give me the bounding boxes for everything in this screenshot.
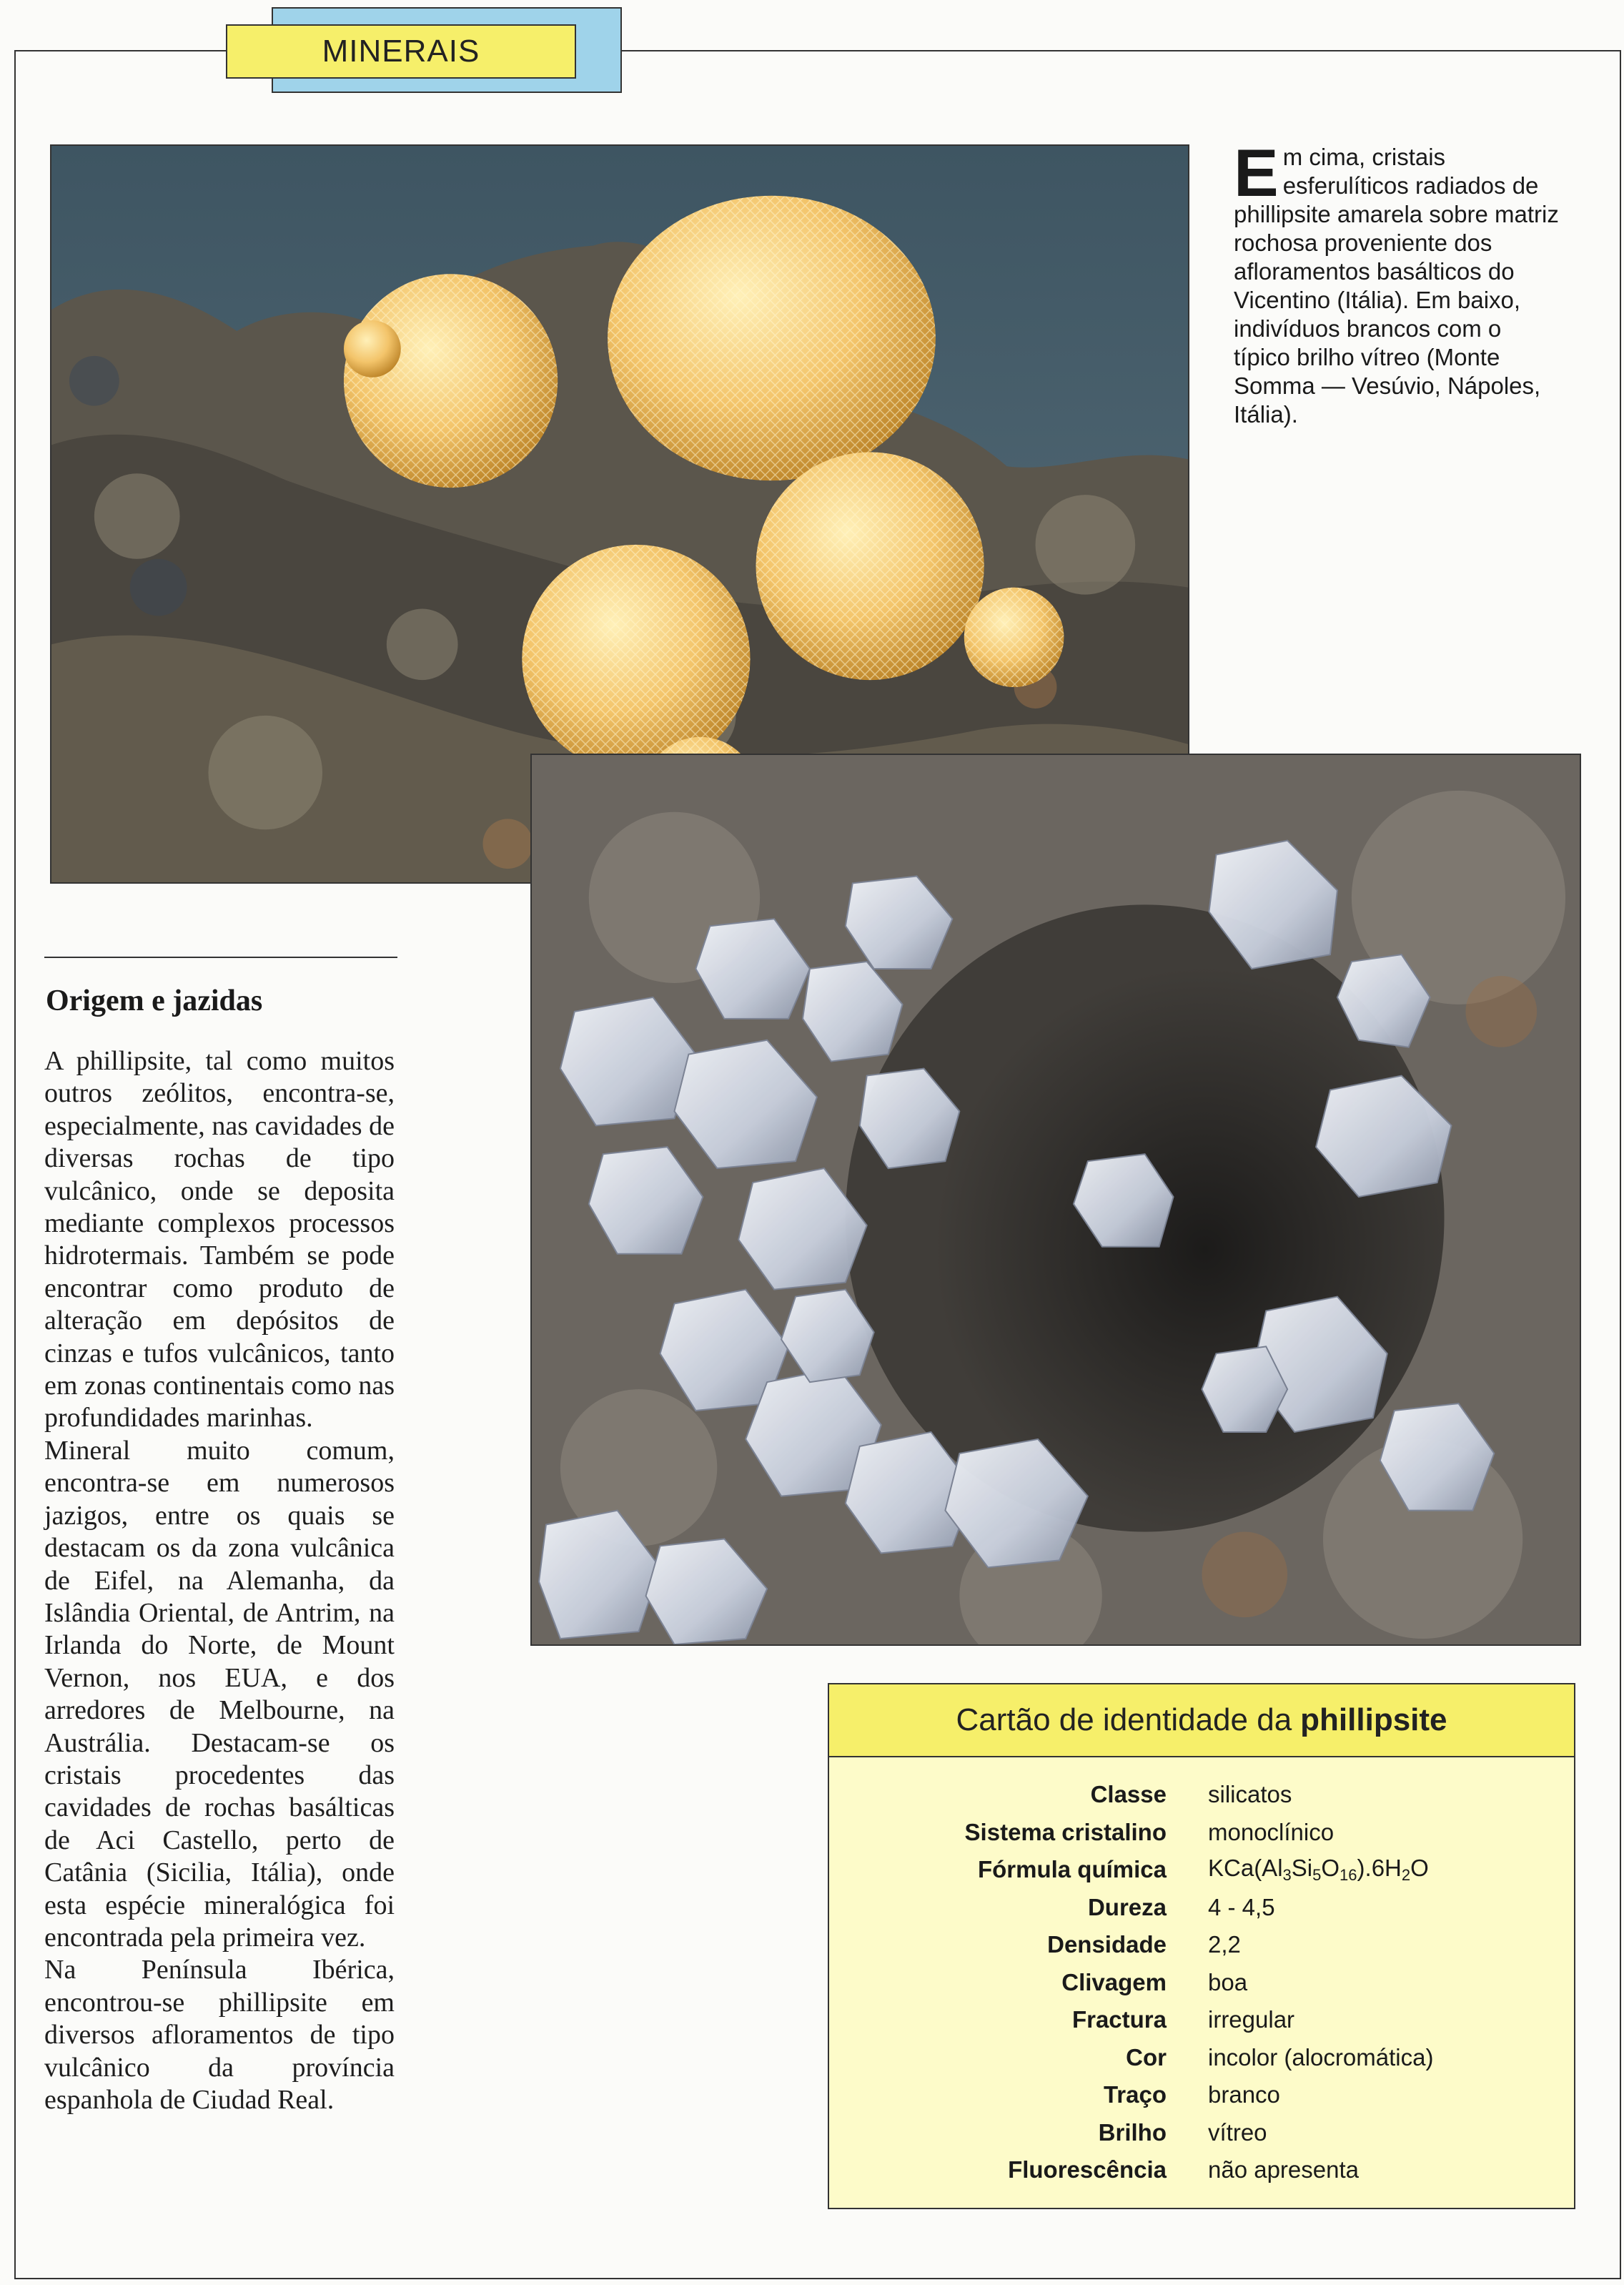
- photo-caption: [1234, 135, 1564, 429]
- card-row: [829, 1889, 1574, 1927]
- card-row-value: branco: [1208, 2081, 1280, 2108]
- card-row: [829, 1814, 1574, 1852]
- card-row-label: Brilho: [1098, 2118, 1167, 2146]
- card-rows: [829, 1776, 1574, 2189]
- card-row: [829, 2001, 1574, 2039]
- card-row-value: boa: [1208, 1968, 1248, 1995]
- card-row-value: irregular: [1208, 2006, 1295, 2033]
- card-row-label: Fluorescência: [1008, 2156, 1167, 2183]
- card-row: [829, 2039, 1574, 2077]
- card-row-label: Dureza: [1087, 1893, 1167, 1920]
- card-row-label: Clivagem: [1061, 1968, 1167, 1995]
- card-row-value: vítreo: [1208, 2118, 1267, 2146]
- article-paragraph: A phillipsite, tal como muitos outros zeólitos, encontra-se, especialmente, nas cavidades de diversas rochas de tipo vulcânico, onde se deposita mediante complexos processos hidrotermais. Também se pode encontrar como produto de alteração em depósitos de cinzas e tufos vulcânicos, tanto em zonas continentais como nas profundidades marinhas.: [44, 1046, 395, 1433]
- card-row-value: 4 - 4,5: [1208, 1893, 1275, 1920]
- card-row: [829, 1964, 1574, 2002]
- identity-card: [828, 1683, 1575, 2209]
- article-heading: Origem e jazidas: [46, 984, 263, 1017]
- heading-rule: [44, 957, 397, 958]
- card-row: [829, 1926, 1574, 1964]
- card-row-value: silicatos: [1208, 1781, 1292, 1808]
- article-paragraph: Na Península Ibérica, encontrou-se phillipsite em diversos afloramentos de tipo vulcânico da província espanhola de Ciudad Real.: [44, 1955, 395, 2115]
- card-row-label: Classe: [1090, 1781, 1167, 1808]
- card-row-value: monoclínico: [1208, 1818, 1335, 1845]
- card-row-label: Cor: [1126, 2043, 1167, 2071]
- card-row-label: Sistema cristalino: [964, 1818, 1167, 1845]
- card-row-value: não apresenta: [1208, 2156, 1360, 2183]
- card-row-label: Densidade: [1047, 1931, 1167, 1958]
- card-row: [829, 2076, 1574, 2114]
- article-paragraph: Mineral muito comum, encontra-se em numerosos jazigos, entre os quais se destacam os da zona vulcânica de Eifel, na Alemanha, da Islândia Oriental, de Antrim, na Irlanda do Norte, de Mount Vernon, nos EUA, e dos arredores de Melbourne, na Austrália. Destacam-se os cristais procedentes das cavidades de rochas basálticas de Aci Castello, perto de Catânia (Sicilia, Itália), onde esta espécie mineralógica foi encontrada pela primeira vez.: [44, 1435, 395, 1953]
- card-row-value: 2,2: [1208, 1931, 1241, 1958]
- card-row: [829, 1776, 1574, 1814]
- card-row-value: incolor (alocromática): [1208, 2043, 1434, 2071]
- article-body: [44, 1045, 395, 2116]
- card-title-mineral: phillipsite: [1300, 1702, 1447, 1737]
- card-row: [829, 1851, 1574, 1889]
- card-title: [829, 1684, 1574, 1757]
- caption-text: m cima, cristais esferulíticos radiados de phillipsite amarela sobre matriz rochosa proveniente dos afloramentos basálticos do Vicentino (Itália). Em baixo, indivíduos brancos com o típico brilho vítreo (Monte Somma — Vesúvio, Nápoles, Itália).: [1234, 144, 1559, 428]
- card-title-prefix: Cartão de identidade da: [956, 1702, 1292, 1737]
- section-tab: MINERAIS: [226, 24, 576, 79]
- caption-dropcap: E: [1234, 135, 1279, 210]
- card-row-label: Fractura: [1071, 2006, 1167, 2033]
- card-row: [829, 2151, 1574, 2189]
- photo-white-phillipsite: [530, 754, 1581, 1646]
- card-row: [829, 2114, 1574, 2152]
- card-row-value: $KCa(Al_3Si_5O_{16}).6H_2O$: [1208, 1855, 1429, 1885]
- card-row-label: Traço: [1103, 2081, 1167, 2108]
- card-row-label: Fórmula química: [977, 1856, 1167, 1883]
